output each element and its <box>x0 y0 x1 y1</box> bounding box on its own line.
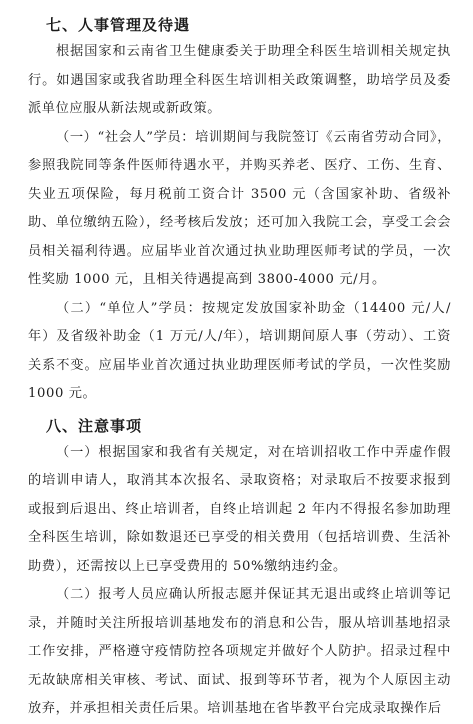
paragraph-applicant-obligations: （二）报考人员应确认所报志愿并保证其无退出或终止培训等记录，并随时关注所报培训基地发布的消息和公告，服从培训基地招录工作安排，严格遵守疫情防控各项规定并做好个人防护。招录过程中无故缺席相关审核、考试、面试、报到等环节者，视为个人原因主动放弃，并承担相关责任后果。培训基地在省毕教平台完成录取操作后 <box>28 587 451 716</box>
paragraph-unit-trainee: （二）“单位人”学员：按规定发放国家补助金（14400 元/人/年）及省级补助金（1 万元/人/年），培训期间原人事（劳动）、工资关系不变。应届毕业首次通过执业助理医师考试的学员，一次性奖励 1000 元。 <box>28 300 451 401</box>
paragraph-regulations: 根据国家和云南省卫生健康委关于助理全科医生培训相关规定执行。如遇国家或我省助理全科医生培训相关政策调整，助培学员及委派单位应服从新法规或新政策。 <box>28 44 451 116</box>
paragraph-fraud-penalty: （一）根据国家和我省有关规定，对在培训招收工作中弄虚作假的培训申请人，取消其本次报名、录取资格；对录取后不按要求报到或报到后退出、终止培训者，自终止培训起 2 年内不得报名参加助理全科医生培训，除如数退还已享受的相关费用（包括培训费、生活补助费），还需按以上已享受费用的 50%缴纳违约金。 <box>28 444 451 574</box>
section-heading-personnel: 七、人事管理及待遇 <box>46 16 191 34</box>
paragraph-social-trainee: （一）“社会人”学员：培训期间与我院签订《云南省劳动合同》，参照我院同等条件医师待遇水平，并购买养老、医疗、工伤、生育、失业五项保险，每月税前工资合计 3500 元（含国家补助、省级补助、单位缴纳五险），经考核后发放；还可加入我院工会，享受工会会员相关福利待遇。应届毕业首次通过执业助理医师考试的学员，一次性奖励 1000 元，且相关待遇提高到 3800-4000 元/月。 <box>28 129 451 287</box>
section-heading-notes: 八、注意事项 <box>46 416 143 435</box>
